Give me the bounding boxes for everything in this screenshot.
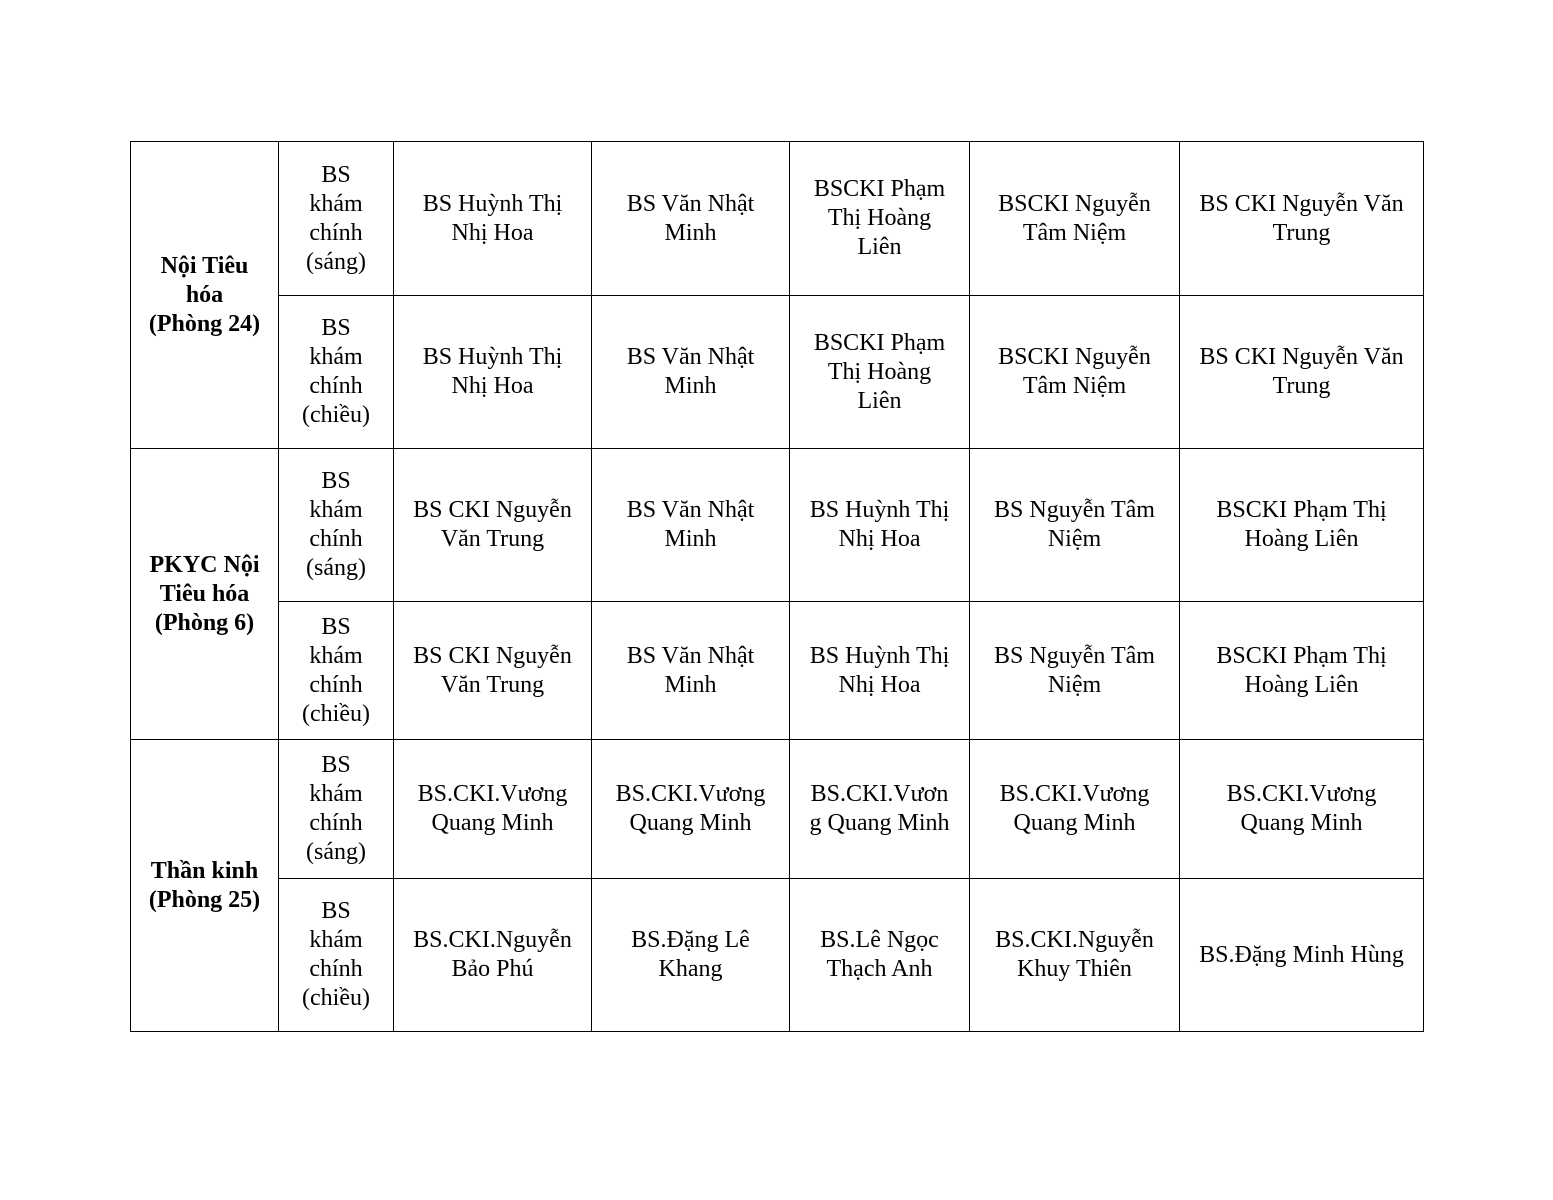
doctor-cell: BS.Đặng Lê Khang	[592, 879, 790, 1032]
doctor-cell: BS.Lê Ngọc Thạch Anh	[790, 879, 970, 1032]
doctor-cell: BS Huỳnh Thị Nhị Hoa	[394, 296, 592, 449]
doctor-cell: BS.CKI.Vương Quang Minh	[970, 740, 1180, 879]
doctor-cell: BS Nguyễn Tâm Niệm	[970, 449, 1180, 602]
shift-role: BS khám chính (sáng)	[279, 740, 394, 879]
doctor-cell: BS.CKI.Vương Quang Minh	[592, 740, 790, 879]
doctor-cell: BS Văn Nhật Minh	[592, 142, 790, 296]
department-name: Nội Tiêu hóa (Phòng 24)	[131, 142, 279, 449]
doctor-cell: BS Nguyễn Tâm Niệm	[970, 602, 1180, 740]
department-name: Thần kinh (Phòng 25)	[131, 740, 279, 1032]
doctor-cell: BS CKI Nguyễn Văn Trung	[394, 602, 592, 740]
doctor-cell: BS CKI Nguyễn Văn Trung	[394, 449, 592, 602]
table-row	[131, 296, 1424, 449]
doctor-cell: BS Huỳnh Thị Nhị Hoa	[790, 449, 970, 602]
doctor-cell: BS.Đặng Minh Hùng	[1180, 879, 1424, 1032]
doctor-cell: BS CKI Nguyễn Văn Trung	[1180, 142, 1424, 296]
table-row	[131, 740, 1424, 879]
doctor-cell: BSCKI Phạm Thị Hoàng Liên	[790, 142, 970, 296]
doctor-cell: BS Văn Nhật Minh	[592, 449, 790, 602]
doctor-cell: BS.CKI.Vương Quang Minh	[394, 740, 592, 879]
doctor-cell: BS CKI Nguyễn Văn Trung	[1180, 296, 1424, 449]
doctor-cell: BSCKI Nguyễn Tâm Niệm	[970, 142, 1180, 296]
table-row	[131, 449, 1424, 602]
doctor-cell: BS Huỳnh Thị Nhị Hoa	[394, 142, 592, 296]
shift-role: BS khám chính (sáng)	[279, 449, 394, 602]
doctor-cell: BS.CKI.Vươn g Quang Minh	[790, 740, 970, 879]
doctor-cell: BS Văn Nhật Minh	[592, 296, 790, 449]
shift-role: BS khám chính (chiều)	[279, 602, 394, 740]
shift-role: BS khám chính (chiều)	[279, 879, 394, 1032]
doctor-cell: BS.CKI.Nguyễn Bảo Phú	[394, 879, 592, 1032]
doctor-cell: BSCKI Phạm Thị Hoàng Liên	[1180, 602, 1424, 740]
doctor-cell: BS Văn Nhật Minh	[592, 602, 790, 740]
doctor-schedule-table	[130, 141, 1424, 1032]
doctor-cell: BSCKI Nguyễn Tâm Niệm	[970, 296, 1180, 449]
department-name: PKYC Nội Tiêu hóa (Phòng 6)	[131, 449, 279, 740]
table-row	[131, 142, 1424, 296]
doctor-cell: BS.CKI.Nguyễn Khuy Thiên	[970, 879, 1180, 1032]
shift-role: BS khám chính (chiều)	[279, 296, 394, 449]
doctor-cell: BSCKI Phạm Thị Hoàng Liên	[790, 296, 970, 449]
doctor-cell: BS.CKI.Vương Quang Minh	[1180, 740, 1424, 879]
table-row	[131, 879, 1424, 1032]
shift-role: BS khám chính (sáng)	[279, 142, 394, 296]
table-row	[131, 602, 1424, 740]
doctor-cell: BSCKI Phạm Thị Hoàng Liên	[1180, 449, 1424, 602]
doctor-cell: BS Huỳnh Thị Nhị Hoa	[790, 602, 970, 740]
